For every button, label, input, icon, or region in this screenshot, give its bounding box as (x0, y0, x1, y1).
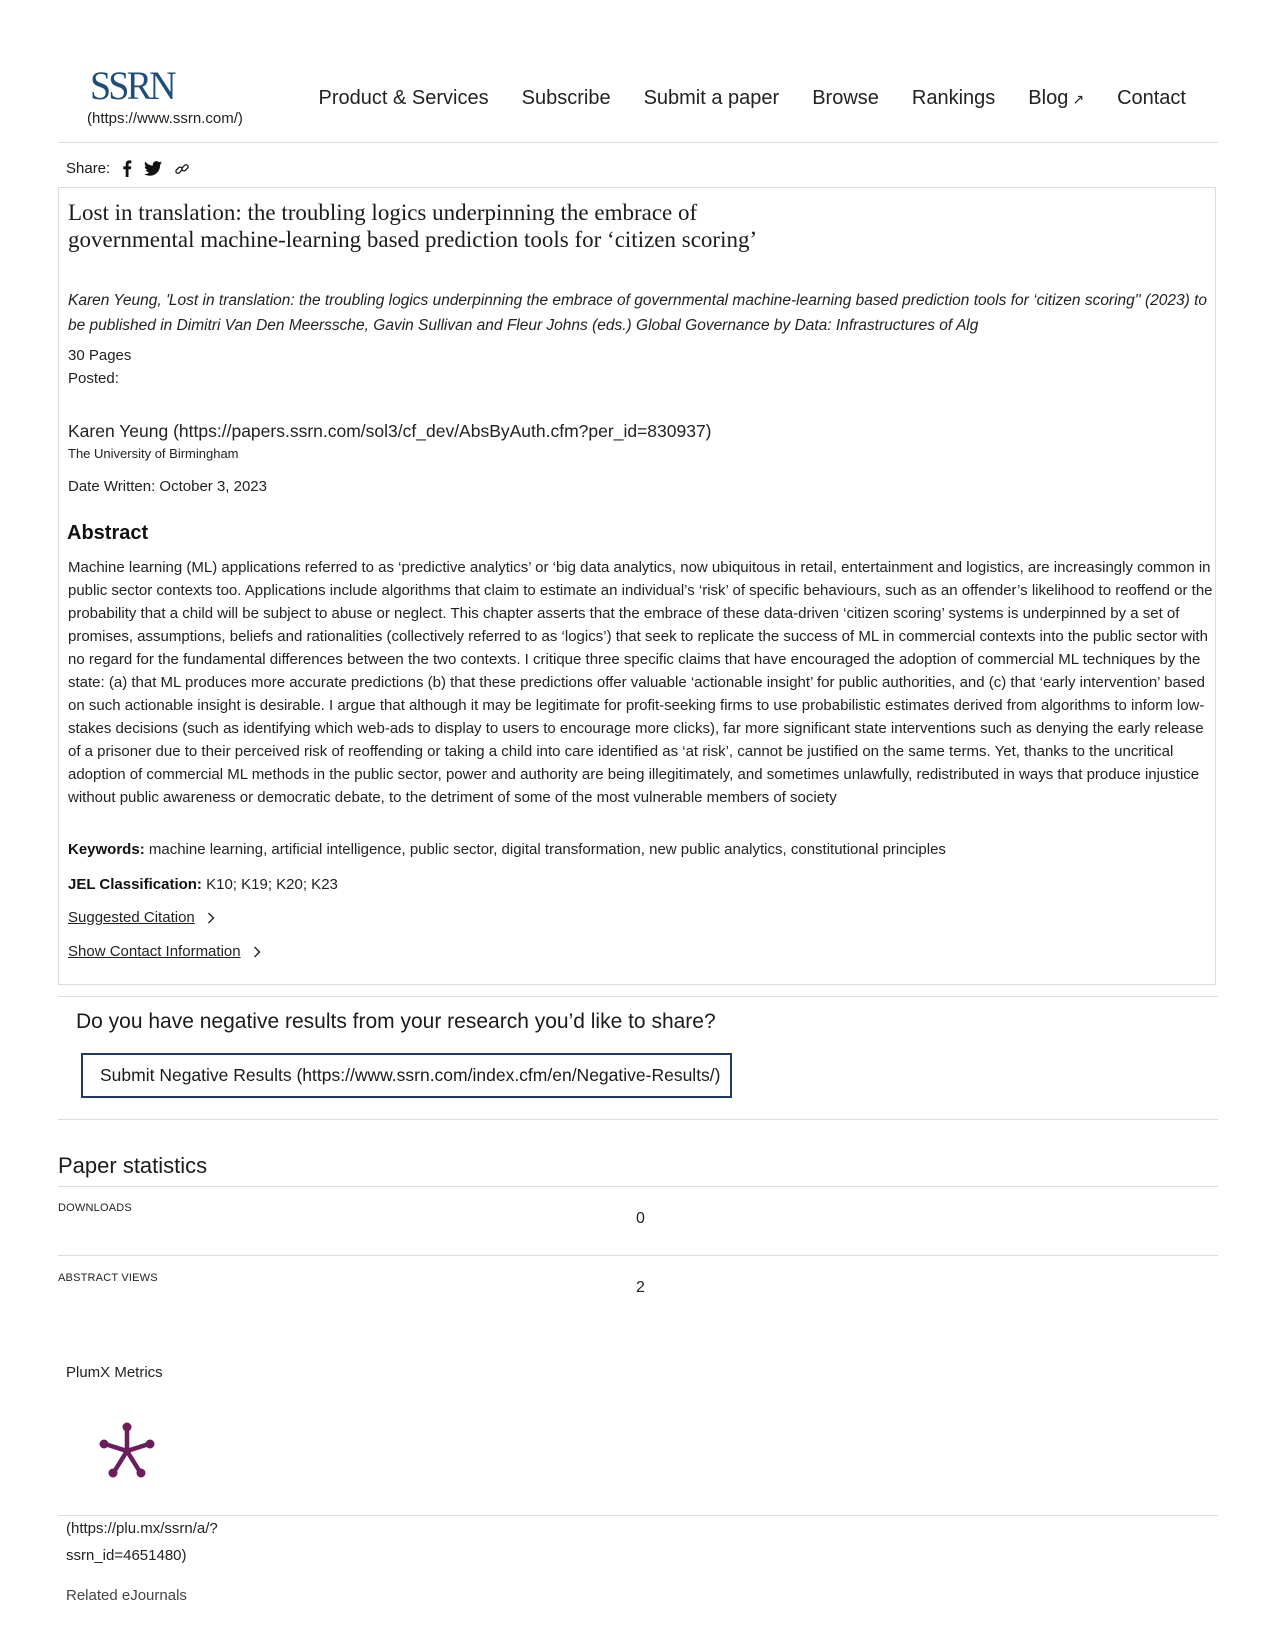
keywords-label: Keywords: (68, 841, 145, 858)
nav-blog-label: Blog (1028, 87, 1069, 109)
facebook-icon[interactable] (122, 160, 132, 177)
nav-contact[interactable]: Contact (1117, 87, 1186, 109)
jel-label: JEL Classification: (68, 876, 202, 893)
divider (58, 1119, 1218, 1120)
abstract-heading: Abstract (67, 522, 149, 544)
abstract-views-label: ABSTRACT VIEWS (58, 1272, 158, 1284)
cutoff-section-text: Related eJournals (66, 1587, 187, 1604)
nav-submit-paper[interactable]: Submit a paper (643, 87, 780, 109)
downloads-label: DOWNLOADS (58, 1202, 132, 1214)
date-written: Date Written: October 3, 2023 (68, 478, 267, 495)
ssrn-logo[interactable]: SSRN (90, 63, 174, 108)
suggested-citation-label: Suggested Citation (68, 909, 195, 926)
paper-title: Lost in translation: the troubling logics underpinning the embrace of governmental machine-learning based prediction tools for ‘citizen scoring’ (68, 200, 758, 252)
paper-citation: Karen Yeung, 'Lost in translation: the troubling logics underpinning the embrace of governmental machine-learning based prediction tools for ‘citizen scoring'' (2023) to be published in Dimitri Van Den Meerssche, Gavin Sullivan and Fleur Johns (eds.) Global Governance by Data: Infrastructures of Alg (68, 292, 1208, 334)
keywords (68, 841, 946, 858)
divider (58, 1186, 1218, 1187)
page-count: 30 Pages (68, 347, 132, 364)
nav-subscribe[interactable]: Subscribe (521, 87, 611, 109)
chevron-right-icon (253, 946, 261, 958)
divider (58, 996, 1218, 997)
suggested-citation-toggle[interactable] (68, 909, 215, 926)
jel-classification (68, 876, 338, 893)
nav-product-services[interactable]: Product & Services (318, 87, 489, 109)
plumx-logo-icon[interactable] (98, 1422, 156, 1485)
abstract-text: Machine learning (ML) applications referred to as ‘predictive analytics’ or ‘big data analytics, now ubiquitous in retail, entertainment and logistics, are increasingly common in public sector contexts too. Applications include algorithms that claim to estimate an individual’s ‘risk’ of specific behaviours, such as an offender’s likelihood to reoffend or the probability that a child will be subject to abuse or neglect. This chapter asserts that the embrace of these data-driven ‘citizen scoring’ systems is underpinned by a set of promises, assumptions, beliefs and rationalities (collectively referred to as ‘logics’) that seek to replicate the success of ML in commercial contexts into the public sector with no regard for the fundamental differences between the two contexts. I critique three specific claims that have encouraged the adoption of commercial ML techniques by the state: (a) that ML produces more accurate predictions (b) that these predictions offer valuable ‘actionable insight’ for public authorities, and (c) that ‘early intervention’ based on such actionable insight is desirable. I argue that although it may be legitimate for profit-seeking firms to use probabilistic estimates derived from algorithms to inform low-stakes decisions (such as identifying which web-ads to display to users to encourage more clicks), far more significant state interventions such as denying the early release of a prisoner due to their perceived risk of reoffending or taking a child into care identified as ‘at risk’, cannot be justified on the same terms. Yet, thanks to the uncritical adoption of commercial ML methods in the public sector, power and authority are being illegitimately, and sometimes unlawfully, redistributed in ways that produce injustice without public awareness or democratic debate, to the detriment of some of the most vulnerable members of society (68, 559, 1213, 806)
share-label: Share: (66, 160, 111, 177)
keywords-value: machine learning, artificial intelligence, public sector, digital transformation, new public analytics, constitutional principles (148, 841, 946, 858)
submit-negative-results-button[interactable]: Submit Negative Results (https://www.ssrn.com/index.cfm/en/Negative-Results/) (81, 1053, 732, 1098)
chevron-right-icon (207, 912, 215, 924)
author-affiliation: The University of Birmingham (68, 446, 239, 461)
posted-date: Posted: (68, 370, 119, 387)
plumx-link[interactable]: (https://plu.mx/ssrn/a/?ssrn_id=4651480) (66, 1520, 218, 1564)
paper-statistics-heading: Paper statistics (58, 1153, 208, 1178)
negative-results-question: Do you have negative results from your research you’d like to share? (76, 1010, 716, 1033)
nav-browse[interactable]: Browse (812, 87, 879, 109)
share-bar (66, 160, 190, 177)
show-contact-label: Show Contact Information (68, 943, 241, 960)
abstract-views-value: 2 (636, 1279, 645, 1296)
downloads-value: 0 (636, 1210, 645, 1227)
twitter-icon[interactable] (144, 161, 162, 176)
link-icon[interactable] (174, 161, 190, 177)
site-header (58, 60, 1218, 143)
main-nav (319, 87, 1186, 110)
logo-url[interactable]: (https://www.ssrn.com/) (87, 110, 243, 127)
show-contact-toggle[interactable] (68, 943, 261, 960)
jel-value: K10; K19; K20; K23 (206, 876, 338, 893)
divider (58, 1255, 1218, 1256)
plumx-metrics-label: PlumX Metrics (66, 1364, 163, 1381)
nav-rankings[interactable]: Rankings (911, 87, 996, 109)
author-link[interactable]: Karen Yeung (https://papers.ssrn.com/sol3/cf_dev/AbsByAuth.cfm?per_id=830937) (68, 421, 712, 441)
external-link-icon: ↗ (1072, 91, 1085, 107)
nav-blog[interactable] (1028, 87, 1084, 110)
